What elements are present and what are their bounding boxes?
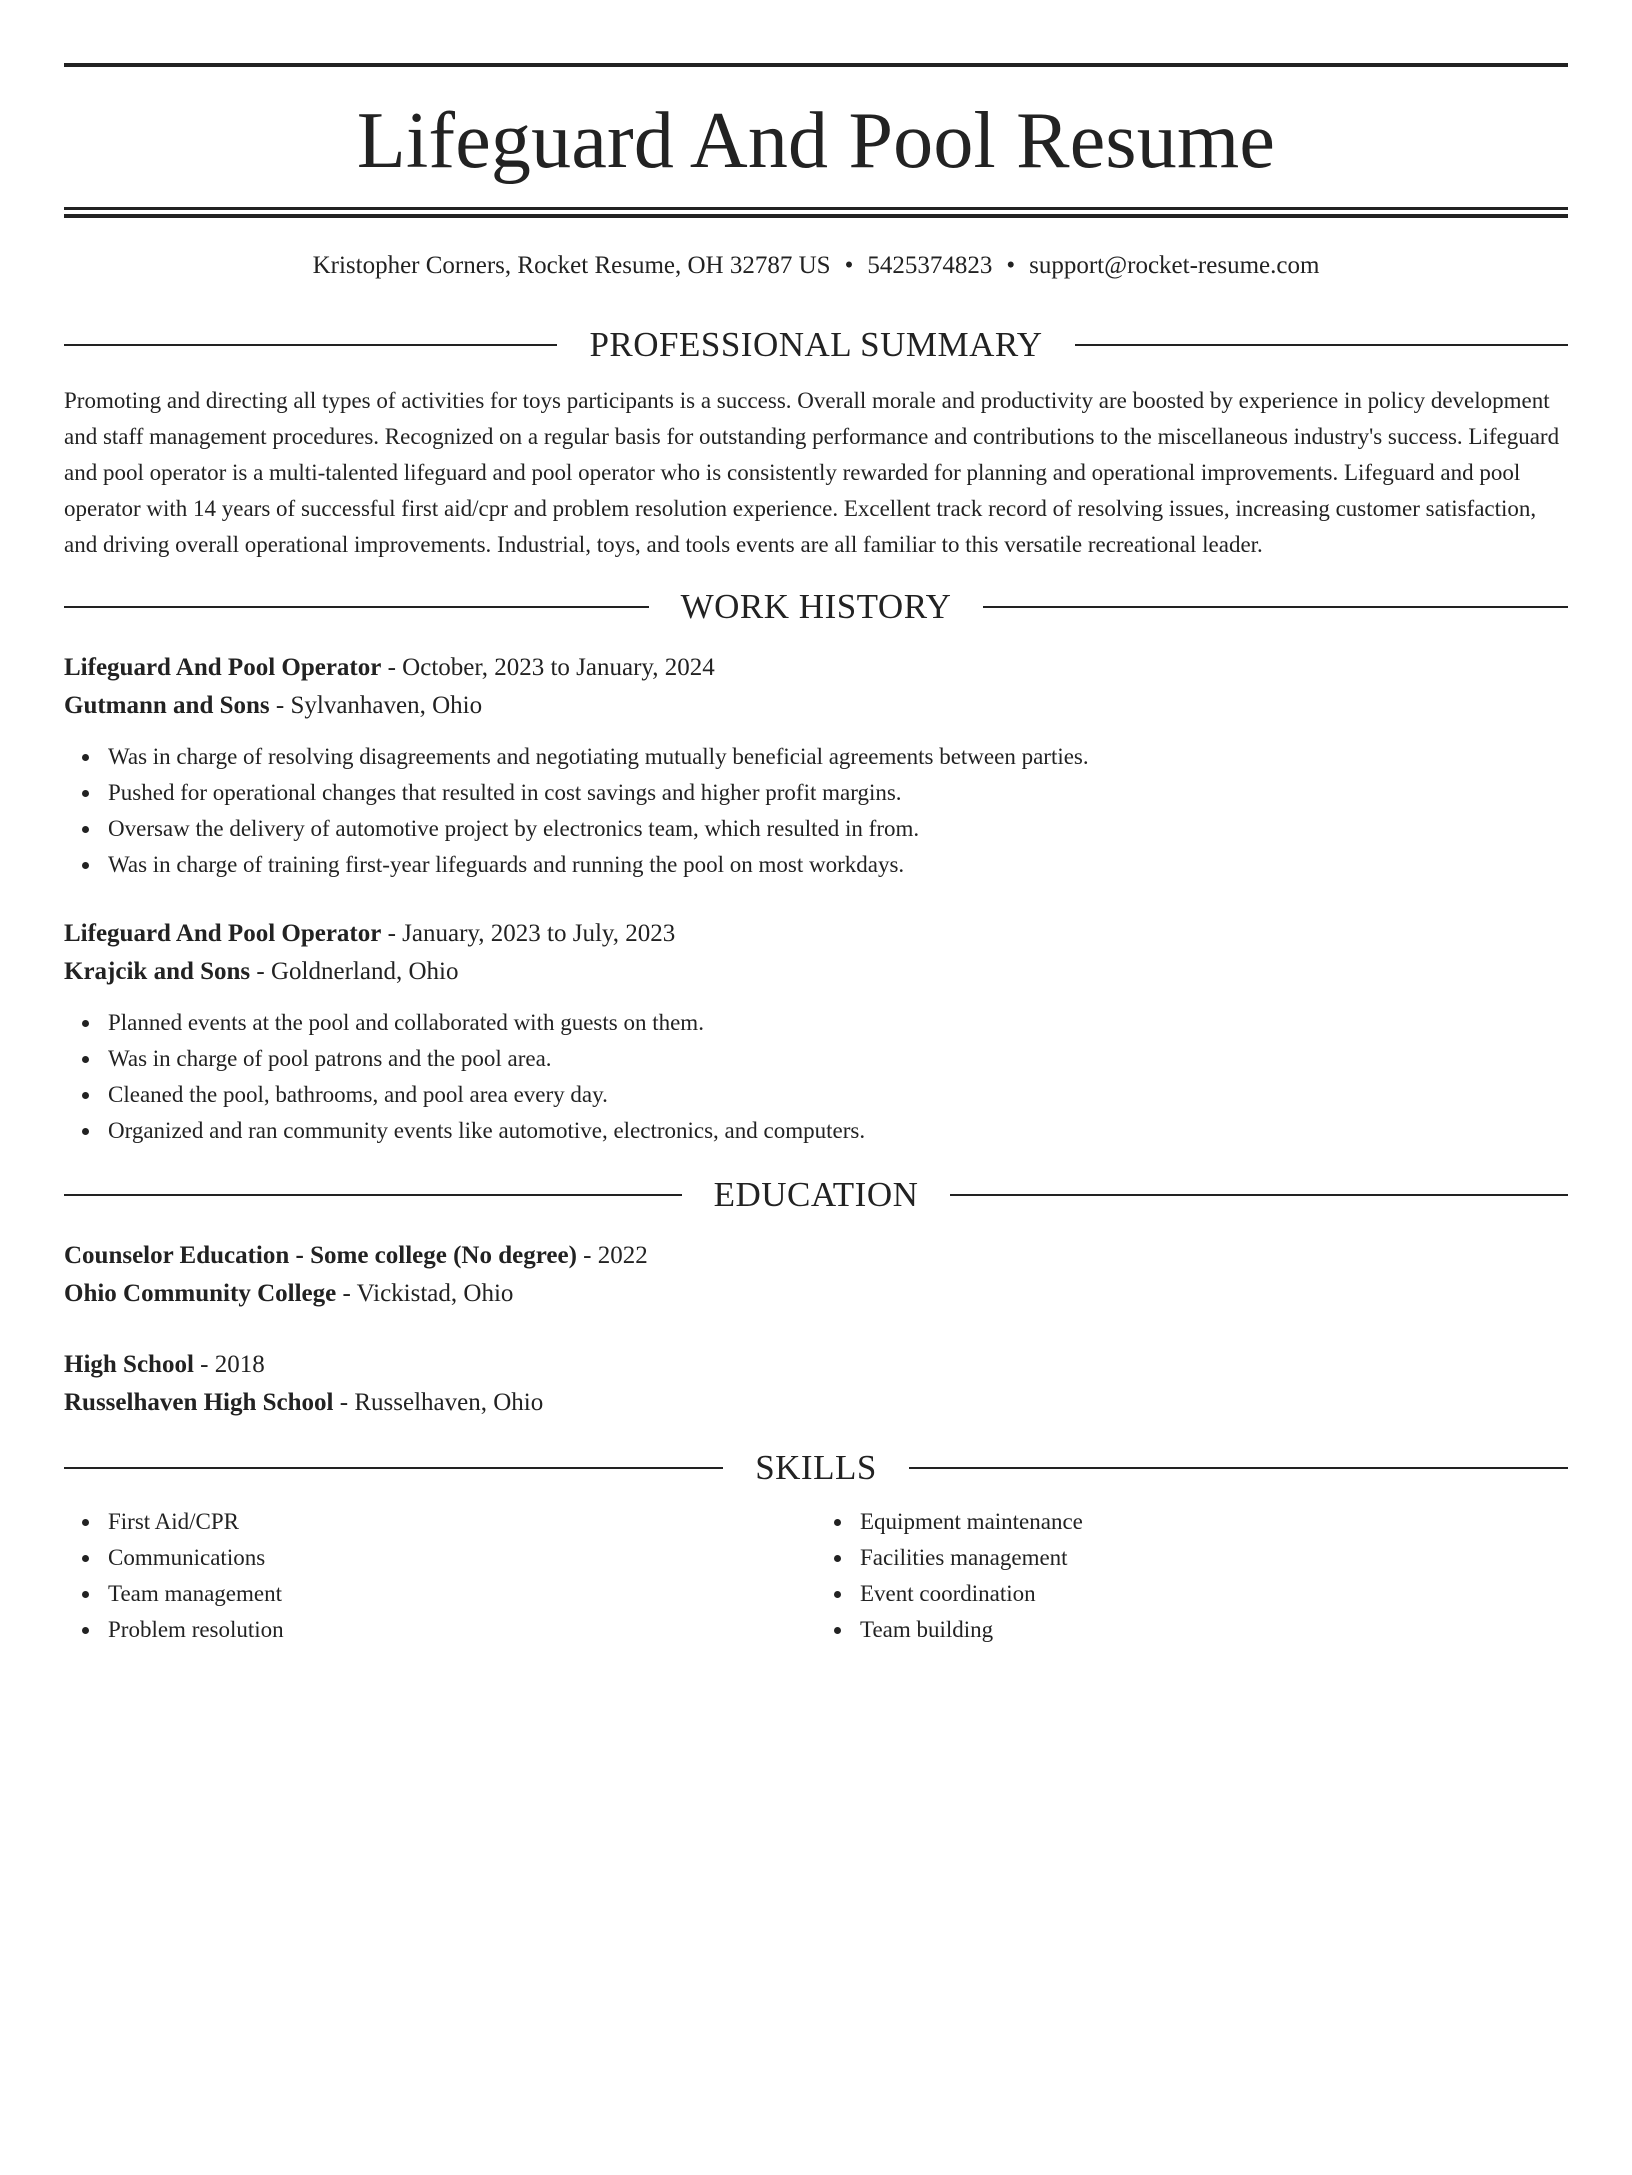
job-dates: - October, 2023 to January, 2024: [381, 654, 715, 681]
skill-item: Communications: [108, 1540, 816, 1576]
education-degree: Counselor Education - Some college (No degree): [64, 1242, 577, 1269]
job-bullet: Pushed for operational changes that resulted in cost savings and higher profit margins.: [108, 775, 1568, 811]
section-title-work: WORK HISTORY: [680, 587, 952, 626]
section-title-education: EDUCATION: [713, 1175, 919, 1214]
section-title-summary: PROFESSIONAL SUMMARY: [589, 325, 1043, 364]
education-location: - Vickistad, Ohio: [336, 1280, 514, 1307]
header-double-rule: [64, 207, 1568, 218]
skill-item: Team building: [860, 1612, 1568, 1648]
section-header-summary: [64, 325, 1568, 365]
resume-title: Lifeguard And Pool Resume: [356, 97, 1276, 185]
education-school-line: [64, 1384, 1568, 1422]
section-rule-left: [64, 344, 557, 346]
section-header-skills: [64, 1448, 1568, 1488]
education-entry: [64, 1346, 1568, 1422]
job-bullet: Planned events at the pool and collaborated with guests on them.: [108, 1005, 1568, 1041]
resume-page: [0, 63, 1632, 2175]
education-degree-line: [64, 1346, 1568, 1384]
job-dates: - January, 2023 to July, 2023: [381, 920, 676, 947]
job-location: - Goldnerland, Ohio: [250, 958, 459, 985]
education-location: - Russelhaven, Ohio: [333, 1389, 544, 1416]
job-title-line: [64, 915, 1568, 953]
skill-item: Problem resolution: [108, 1612, 816, 1648]
section-rule-right: [950, 1194, 1568, 1196]
education-school-line: [64, 1275, 1568, 1313]
skills-list-left: [64, 1504, 816, 1648]
job-title: Lifeguard And Pool Operator: [64, 920, 382, 947]
job-title-line: [64, 649, 1568, 687]
contact-separator: •: [844, 252, 854, 279]
section-rule-left: [64, 606, 649, 608]
job-location: - Sylvanhaven, Ohio: [269, 692, 483, 719]
header-top-rule: [64, 63, 1568, 67]
section-rule-right: [909, 1467, 1568, 1469]
contact-phone: 5425374823: [867, 252, 993, 279]
skill-item: Equipment maintenance: [860, 1504, 1568, 1540]
job-bullet-list: [64, 739, 1568, 883]
job-company-line: [64, 953, 1568, 991]
section-title-skills: SKILLS: [755, 1448, 877, 1487]
job-bullet: Cleaned the pool, bathrooms, and pool area every day.: [108, 1077, 1568, 1113]
education-school: Ohio Community College: [64, 1280, 337, 1307]
job-entry: [64, 649, 1568, 883]
education-entry: [64, 1237, 1568, 1313]
job-company-line: [64, 687, 1568, 725]
contact-line: [64, 251, 1568, 281]
section-header-education: [64, 1175, 1568, 1215]
job-company: Krajcik and Sons: [64, 958, 251, 985]
job-bullet: Organized and ran community events like automotive, electronics, and computers.: [108, 1113, 1568, 1149]
skill-item: Event coordination: [860, 1576, 1568, 1612]
education-degree: High School: [64, 1351, 194, 1378]
section-rule-left: [64, 1194, 682, 1196]
skills-list-right: [816, 1504, 1568, 1648]
section-header-work: [64, 587, 1568, 627]
job-bullet: Oversaw the delivery of automotive project by electronics team, which resulted in from.: [108, 811, 1568, 847]
contact-separator: •: [1006, 252, 1016, 279]
job-bullet-list: [64, 1005, 1568, 1149]
section-rule-right: [1075, 344, 1568, 346]
skills-columns: [64, 1504, 1568, 1648]
job-bullet: Was in charge of pool patrons and the pool area.: [108, 1041, 1568, 1077]
job-bullet: Was in charge of resolving disagreements and negotiating mutually beneficial agreements between parties.: [108, 739, 1568, 775]
contact-email: support@rocket-resume.com: [1029, 252, 1320, 279]
job-entry: [64, 915, 1568, 1149]
job-company: Gutmann and Sons: [64, 692, 270, 719]
contact-address: Kristopher Corners, Rocket Resume, OH 32787 US: [312, 252, 831, 279]
education-year: - 2018: [193, 1351, 265, 1378]
skill-item: Team management: [108, 1576, 816, 1612]
education-school: Russelhaven High School: [64, 1389, 334, 1416]
professional-summary-text: Promoting and directing all types of activities for toys participants is a success. Overall morale and productivity are boosted by experience in policy development and staff management procedures. Recognized on a regular basis for outstanding performance and contributions to the miscellaneous industry's success. Lifeguard and pool operator is a multi-talented lifeguard and pool operator who is consistently rewarded for planning and operational improvements. Lifeguard and pool operator with 14 years of successful first aid/cpr and problem resolution experience. Excellent track record of resolving issues, increasing customer satisfaction, and driving overall operational improvements. Industrial, toys, and tools events are all familiar to this versatile recreational leader.: [64, 388, 1560, 557]
education-degree-line: [64, 1237, 1568, 1275]
education-year: - 2022: [576, 1242, 648, 1269]
section-rule-right: [983, 606, 1568, 608]
section-rule-left: [64, 1467, 723, 1469]
job-bullet: Was in charge of training first-year lifeguards and running the pool on most workdays.: [108, 847, 1568, 883]
job-title: Lifeguard And Pool Operator: [64, 654, 382, 681]
skill-item: First Aid/CPR: [108, 1504, 816, 1540]
skill-item: Facilities management: [860, 1540, 1568, 1576]
